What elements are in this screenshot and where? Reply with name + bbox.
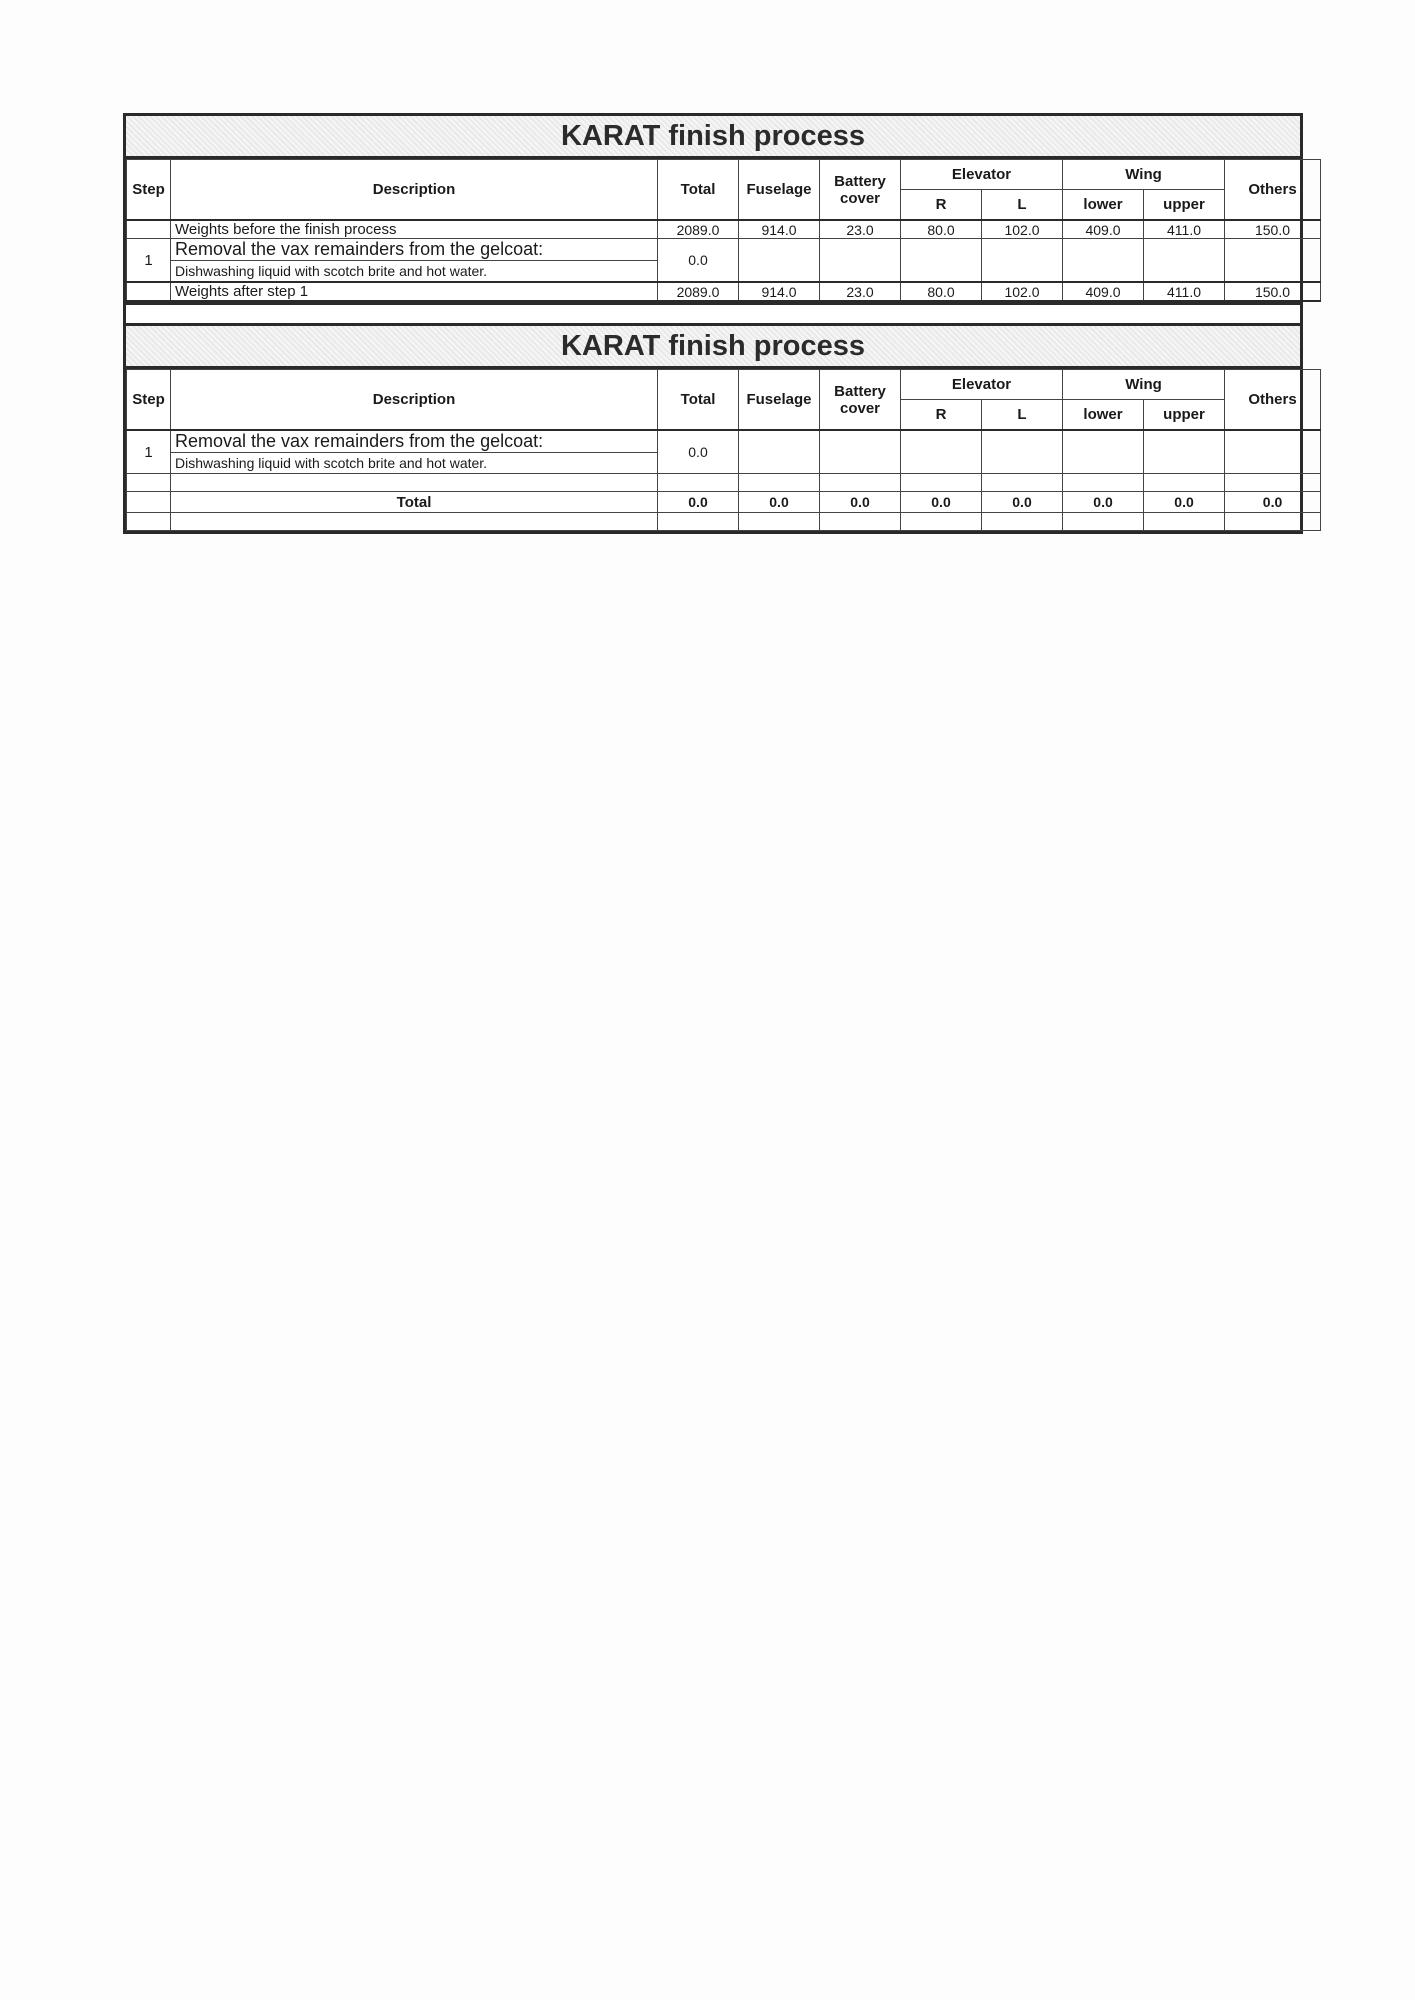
- step-total: 0.0: [658, 430, 739, 474]
- empty-cell: [820, 239, 901, 283]
- empty-cell: [1144, 239, 1225, 283]
- wing-upper-header: upper: [1144, 190, 1225, 221]
- step-total: 0.0: [658, 239, 739, 283]
- table-row: [127, 513, 1321, 531]
- after-label: Weights after step 1: [171, 282, 658, 301]
- step-title: Removal the vax remainders from the gelcoat:: [171, 239, 658, 261]
- table-row: [127, 430, 1321, 453]
- empty-cell: [1225, 474, 1321, 492]
- value-cell: 914.0: [739, 220, 820, 239]
- value-cell: 2089.0: [658, 220, 739, 239]
- value-cell: 409.0: [1063, 282, 1144, 301]
- total-value: 0.0: [1225, 492, 1321, 513]
- empty-cell: [901, 474, 982, 492]
- empty-cell: [1063, 474, 1144, 492]
- empty-cell: [171, 474, 658, 492]
- wing-header: Wing: [1063, 160, 1225, 190]
- others-header: Others: [1225, 160, 1321, 221]
- empty-cell: [1225, 513, 1321, 531]
- wing-header: Wing: [1063, 370, 1225, 400]
- before-label: Weights before the finish process: [171, 220, 658, 239]
- empty-cell: [982, 430, 1063, 474]
- value-cell: 23.0: [820, 220, 901, 239]
- total-header: Total: [658, 370, 739, 431]
- empty-cell: [1144, 513, 1225, 531]
- value-cell: 102.0: [982, 220, 1063, 239]
- table-row: [127, 282, 1321, 301]
- empty-cell: [127, 474, 171, 492]
- empty-cell: [820, 474, 901, 492]
- total-value: 0.0: [1144, 492, 1225, 513]
- step-cell: [127, 220, 171, 239]
- empty-cell: [1225, 239, 1321, 283]
- weights-table-2: [126, 369, 1321, 531]
- value-cell: 150.0: [1225, 282, 1321, 301]
- elevator-header: Elevator: [901, 370, 1063, 400]
- empty-cell: [901, 239, 982, 283]
- battery-cover-header: [820, 160, 901, 221]
- step-title: Removal the vax remainders from the gelcoat:: [171, 430, 658, 453]
- empty-cell: [658, 474, 739, 492]
- step-number: 1: [127, 239, 171, 283]
- battery-cover-line2: cover: [839, 189, 881, 207]
- table-row: [127, 492, 1321, 513]
- total-value: 0.0: [658, 492, 739, 513]
- empty-cell: [1144, 430, 1225, 474]
- empty-cell: [1225, 430, 1321, 474]
- empty-cell: [820, 513, 901, 531]
- step-detail: Dishwashing liquid with scotch brite and hot water.: [171, 261, 658, 283]
- elevator-header: Elevator: [901, 160, 1063, 190]
- value-cell: 150.0: [1225, 220, 1321, 239]
- step-number: 1: [127, 430, 171, 474]
- value-cell: 409.0: [1063, 220, 1144, 239]
- others-header: Others: [1225, 370, 1321, 431]
- empty-cell: [171, 513, 658, 531]
- empty-cell: [739, 474, 820, 492]
- battery-cover-line1: Battery: [834, 172, 886, 190]
- wing-lower-header: lower: [1063, 400, 1144, 431]
- empty-cell: [658, 513, 739, 531]
- battery-cover-line2: cover: [839, 399, 881, 417]
- karat-finish-sheet: [123, 113, 1303, 534]
- value-cell: 411.0: [1144, 220, 1225, 239]
- fuselage-header: Fuselage: [739, 370, 820, 431]
- value-cell: 411.0: [1144, 282, 1225, 301]
- elevator-r-header: R: [901, 400, 982, 431]
- empty-cell: [1144, 474, 1225, 492]
- battery-cover-line1: Battery: [834, 382, 886, 400]
- total-value: 0.0: [820, 492, 901, 513]
- step-cell: [127, 282, 171, 301]
- wing-upper-header: upper: [1144, 400, 1225, 431]
- empty-cell: [982, 239, 1063, 283]
- wing-lower-header: lower: [1063, 190, 1144, 221]
- empty-cell: [982, 513, 1063, 531]
- weights-table-1: [126, 159, 1321, 302]
- total-header: Total: [658, 160, 739, 221]
- empty-cell: [901, 430, 982, 474]
- value-cell: 914.0: [739, 282, 820, 301]
- empty-cell: [1063, 513, 1144, 531]
- total-label: Total: [171, 492, 658, 513]
- empty-cell: [982, 474, 1063, 492]
- value-cell: 80.0: [901, 220, 982, 239]
- value-cell: 102.0: [982, 282, 1063, 301]
- table-row: [127, 474, 1321, 492]
- value-cell: 23.0: [820, 282, 901, 301]
- elevator-r-header: R: [901, 190, 982, 221]
- empty-cell: [739, 239, 820, 283]
- step-header: Step: [127, 160, 171, 221]
- total-value: 0.0: [1063, 492, 1144, 513]
- empty-cell: [820, 430, 901, 474]
- elevator-l-header: L: [982, 190, 1063, 221]
- value-cell: 80.0: [901, 282, 982, 301]
- empty-cell: [1063, 239, 1144, 283]
- battery-cover-header: [820, 370, 901, 431]
- elevator-l-header: L: [982, 400, 1063, 431]
- empty-cell: [901, 513, 982, 531]
- empty-cell: [739, 513, 820, 531]
- total-value: 0.0: [982, 492, 1063, 513]
- table-row: [127, 239, 1321, 261]
- total-value: 0.0: [739, 492, 820, 513]
- step-detail: Dishwashing liquid with scotch brite and hot water.: [171, 453, 658, 474]
- empty-cell: [739, 430, 820, 474]
- step-header: Step: [127, 370, 171, 431]
- description-header: Description: [171, 370, 658, 431]
- description-header: Description: [171, 160, 658, 221]
- section-title: KARAT finish process: [126, 116, 1300, 159]
- value-cell: 2089.0: [658, 282, 739, 301]
- total-value: 0.0: [901, 492, 982, 513]
- table-row: [127, 220, 1321, 239]
- empty-cell: [127, 492, 171, 513]
- section-title: KARAT finish process: [126, 326, 1300, 369]
- section-separator: [126, 302, 1300, 326]
- fuselage-header: Fuselage: [739, 160, 820, 221]
- empty-cell: [127, 513, 171, 531]
- empty-cell: [1063, 430, 1144, 474]
